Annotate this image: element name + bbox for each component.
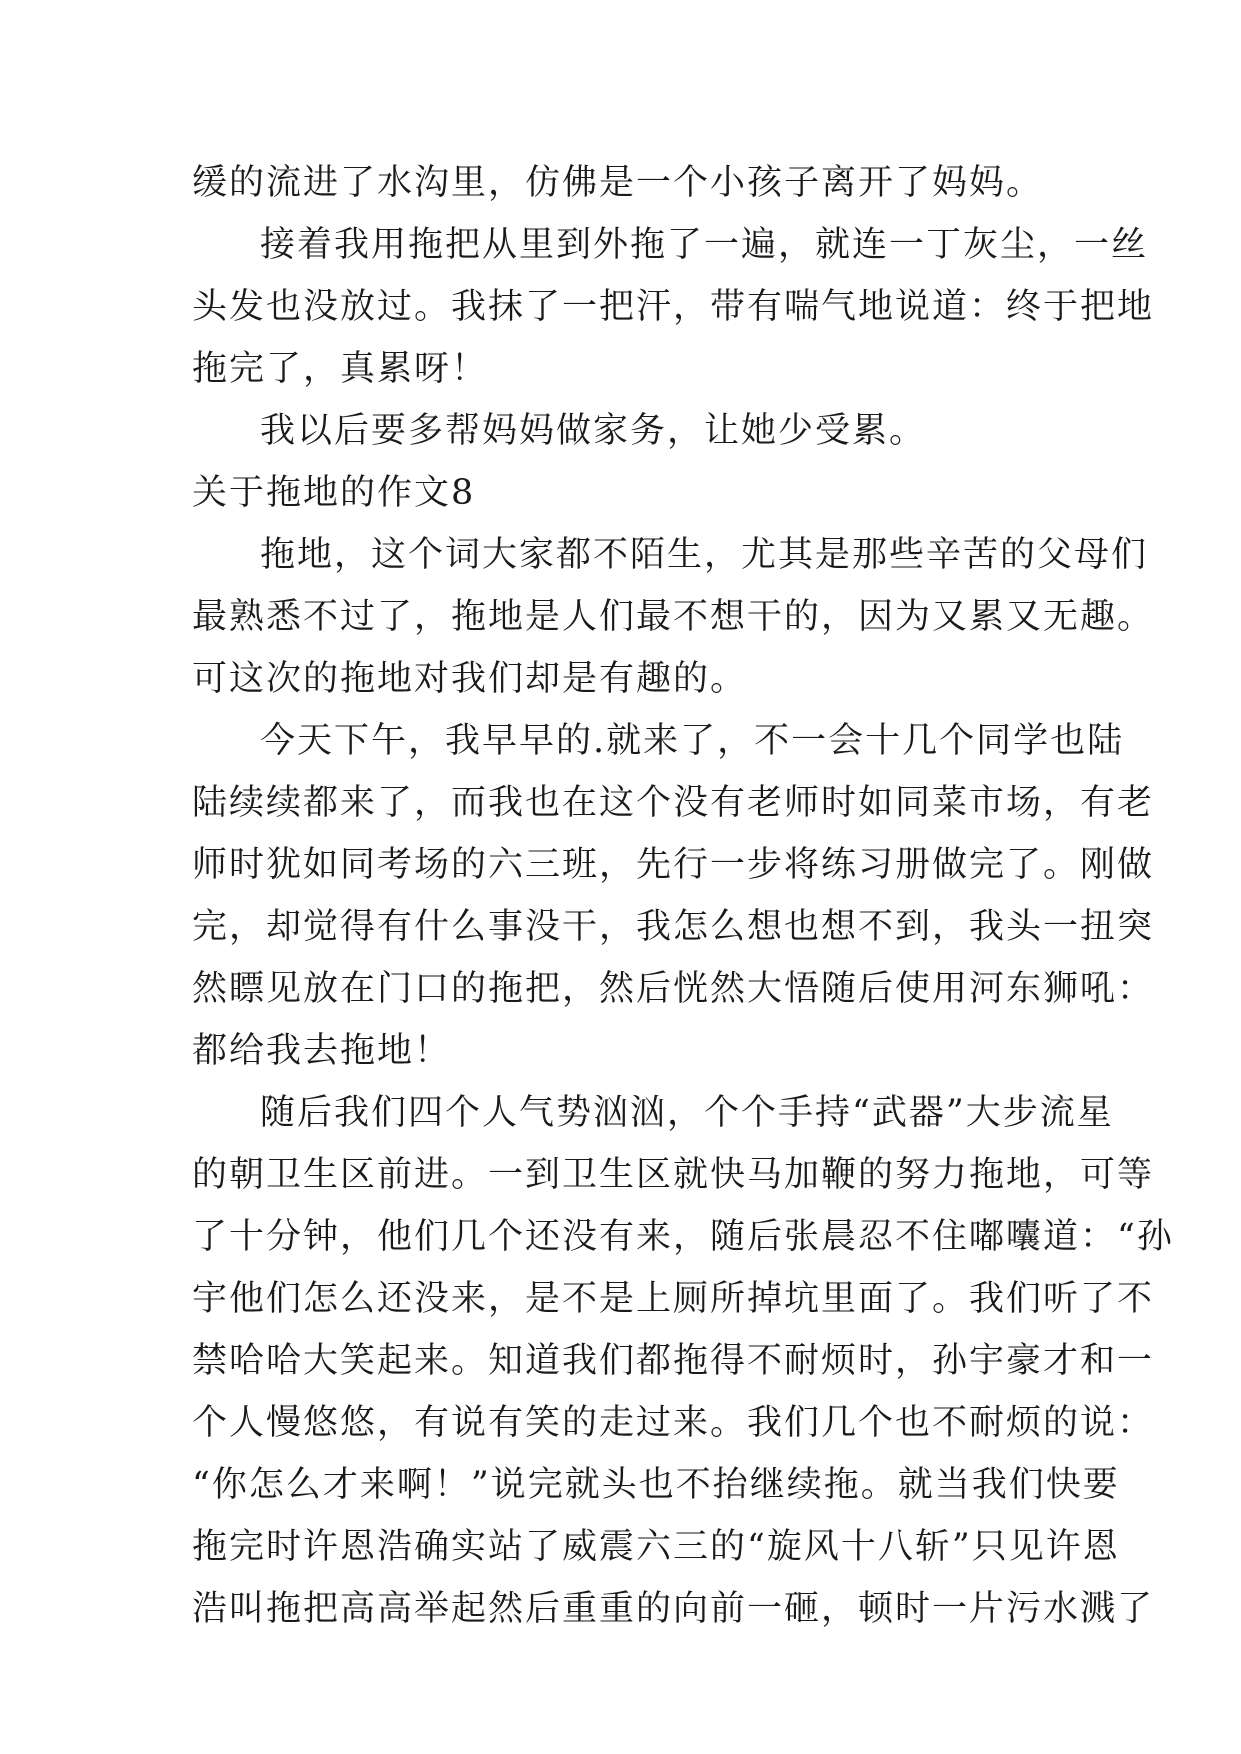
text-line: 都给我去拖地！ [192,1031,452,1071]
paragraph-start-line: 拖地，这个词大家都不陌生，尤其是那些辛苦的父母们 [260,535,1149,575]
text-line: 陆续续都来了，而我也在这个没有老师时如同菜市场，有老 [192,783,1155,823]
text-line: 禁哈哈大笑起来。知道我们都拖得不耐烦时，孙宇豪才和一 [192,1341,1155,1381]
paragraph-start-line: 接着我用拖把从里到外拖了一遍，就连一丁灰尘，一丝 [260,225,1149,265]
text-line: 拖完时许恩浩确实站了威震六三的“旋风十八斩”只见许恩 [192,1527,1120,1567]
text-line: 完，却觉得有什么事没干，我怎么想也想不到，我头一扭突 [192,907,1155,947]
section-heading: 关于拖地的作文8 [192,473,476,513]
text-line: 了十分钟，他们几个还没有来，随后张晨忍不住嘟囔道：“孙 [192,1217,1174,1257]
text-line: “你怎么才来啊！”说完就头也不抬继续拖。就当我们快要 [192,1465,1120,1505]
text-line: 宇他们怎么还没来，是不是上厕所掉坑里面了。我们听了不 [192,1279,1155,1319]
text-line: 然瞟见放在门口的拖把，然后恍然大悟随后使用河东狮吼： [192,969,1155,1009]
text-line: 可这次的拖地对我们却是有趣的。 [192,659,748,699]
text-line: 头发也没放过。我抹了一把汗，带有喘气地说道：终于把地 [192,287,1155,327]
paragraph-start-line: 今天下午，我早早的.就来了，不一会十几个同学也陆 [260,721,1125,761]
text-line: 拖完了，真累呀！ [192,349,489,389]
text-line: 个人慢悠悠，有说有笑的走过来。我们几个也不耐烦的说： [192,1403,1155,1443]
essay-body [192,152,1174,1640]
text-line: 浩叫拖把高高举起然后重重的向前一砸，顿时一片污水溅了 [192,1589,1155,1629]
text-line: 缓的流进了水沟里，仿佛是一个小孩子离开了妈妈。 [192,163,1044,203]
text-line: 最熟悉不过了，拖地是人们最不想干的，因为又累又无趣。 [192,597,1155,637]
paragraph-start-line: 随后我们四个人气势汹汹，个个手持“武器”大步流星 [260,1093,1114,1133]
text-line: 的朝卫生区前进。一到卫生区就快马加鞭的努力拖地，可等 [192,1155,1155,1195]
paragraph-start-line: 我以后要多帮妈妈做家务，让她少受累。 [260,411,927,451]
text-line: 师时犹如同考场的六三班，先行一步将练习册做完了。刚做 [192,845,1155,885]
